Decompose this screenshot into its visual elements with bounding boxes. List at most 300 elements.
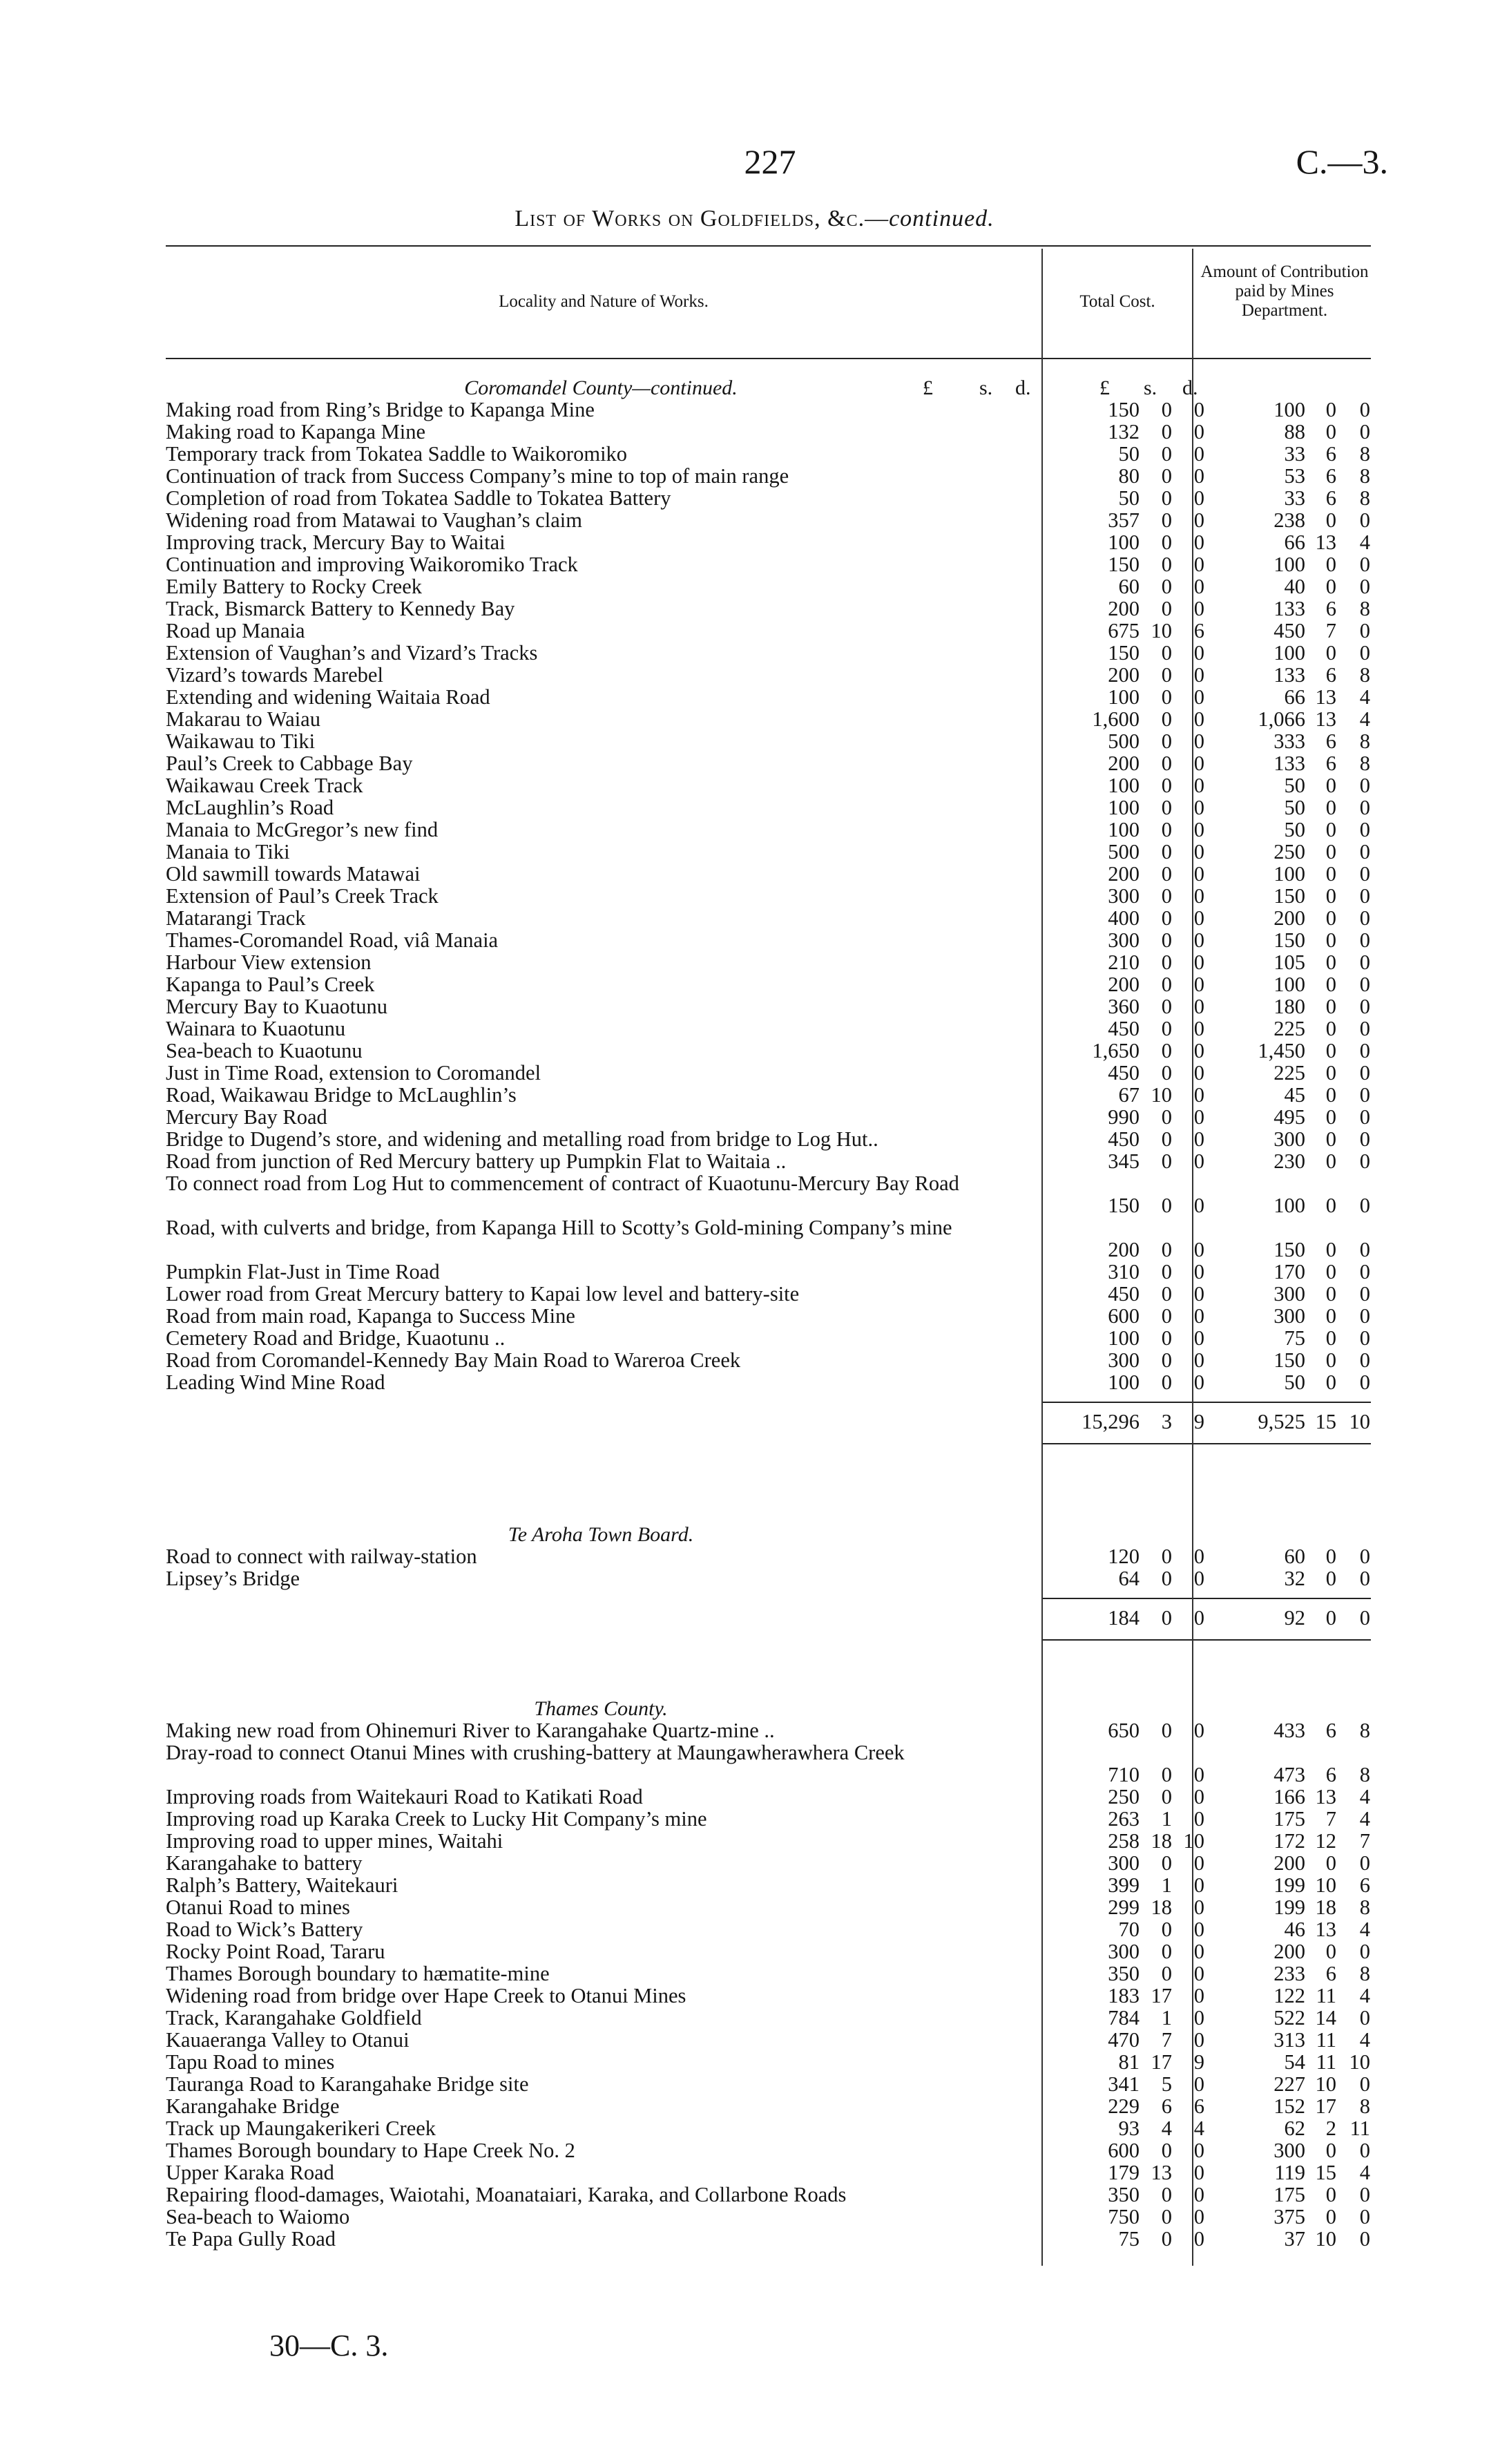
amount-td: 0 (1193, 995, 1204, 1018)
amount-td: 0 (1193, 1127, 1204, 1151)
amount-as: 15 (1315, 2161, 1336, 2184)
amount-ts: 0 (1161, 1785, 1172, 1808)
amount-ap: 105 (1273, 951, 1305, 974)
amount-tp: 183 (1108, 1984, 1140, 2007)
amount-ap: 133 (1273, 597, 1305, 620)
amount-ts: 0 (1161, 2183, 1172, 2206)
amount-as: 17 (1315, 2094, 1336, 2118)
amount-ap: 133 (1273, 663, 1305, 687)
amount-ad: 8 (1359, 464, 1370, 488)
amount-as: 0 (1325, 928, 1336, 952)
work-description: Karangahake to battery (166, 1851, 363, 1875)
amount-td: 0 (1193, 2161, 1204, 2184)
amount-ts: 0 (1161, 1567, 1172, 1590)
amount-ad: 0 (1359, 884, 1370, 908)
amount-tp: 675 (1108, 619, 1140, 642)
table-row (166, 796, 1371, 819)
work-description: Improving roads from Waitekauri Road to Katikati Road (166, 1785, 643, 1808)
amount-tp: 710 (1108, 1763, 1140, 1786)
amount-ap: 88 (1284, 420, 1305, 443)
column-header-locality: Locality and Nature of Works. (499, 292, 709, 311)
amount-tp: 100 (1108, 796, 1140, 819)
amount-ts: 0 (1161, 995, 1172, 1018)
amount-ad: 8 (1359, 597, 1370, 620)
amount-as: 0 (1325, 951, 1336, 974)
work-description: Road from Coromandel-Kennedy Bay Main Road to Wareroa Creek (166, 1348, 741, 1372)
amount-tp: 784 (1108, 2006, 1140, 2030)
table-row (166, 1808, 1371, 1830)
amount-as: 0 (1325, 1348, 1336, 1372)
amount-ap: 175 (1273, 2183, 1305, 2206)
unit-pound: £ (923, 376, 933, 399)
amount-as: 0 (1325, 575, 1336, 598)
subtotal-rule-total (1043, 1598, 1192, 1599)
work-description: Making road from Ring’s Bridge to Kapanga Mine (166, 398, 595, 421)
amount-as: 0 (1325, 1282, 1336, 1306)
table-row (166, 2206, 1371, 2228)
amount-tp: 100 (1108, 774, 1140, 797)
amount-ap: 50 (1284, 796, 1305, 819)
amount-ad: 0 (1359, 575, 1370, 598)
amount-ad: 0 (1359, 2072, 1370, 2096)
amount-as: 0 (1325, 2183, 1336, 2206)
amount-ap: 66 (1284, 531, 1305, 554)
amount-tp: 990 (1108, 1105, 1140, 1129)
amount-ts: 0 (1161, 1260, 1172, 1283)
amount-td: 0 (1193, 486, 1204, 510)
amount-ap: 152 (1273, 2094, 1305, 2118)
amount-tp: 600 (1108, 2139, 1140, 2162)
table-row (166, 664, 1371, 686)
amount-td: 0 (1193, 1149, 1204, 1173)
amount-td: 0 (1193, 928, 1204, 952)
amount-td: 0 (1193, 884, 1204, 908)
amount-ad: 8 (1359, 2094, 1370, 2118)
amount-td: 0 (1193, 553, 1204, 576)
amount-td: 0 (1193, 752, 1204, 775)
amount-tp: 450 (1108, 1061, 1140, 1085)
table-row (166, 1874, 1371, 1896)
amount-as: 6 (1325, 464, 1336, 488)
amount-td: 0 (1193, 2183, 1204, 2206)
amount-ad: 0 (1359, 2227, 1370, 2251)
amount-ap: 50 (1284, 1371, 1305, 1394)
amount-ap: 100 (1273, 641, 1305, 665)
amount-tp: 500 (1108, 729, 1140, 753)
work-description: Leading Wind Mine Road (166, 1371, 385, 1394)
table-row (166, 1128, 1371, 1150)
amount-as: 6 (1325, 442, 1336, 466)
amount-ts: 0 (1161, 1238, 1172, 1261)
amount-ap: 133 (1273, 752, 1305, 775)
table-row (166, 443, 1371, 465)
amount-ts: 0 (1161, 1282, 1172, 1306)
amount-ap: 227 (1273, 2072, 1305, 2096)
table-top-rule (166, 245, 1371, 247)
table-row (166, 1040, 1371, 1062)
amount-ad: 0 (1359, 1851, 1370, 1875)
amount-as: 0 (1325, 1083, 1336, 1107)
table-row (166, 774, 1371, 796)
amount-tp: 399 (1108, 1873, 1140, 1897)
amount-td: 0 (1193, 1545, 1204, 1568)
amount-td: 0 (1193, 531, 1204, 554)
table-row (166, 1852, 1371, 1874)
amount-ad: 0 (1359, 2139, 1370, 2162)
amount-tp: 100 (1108, 818, 1140, 841)
amount-ap: 122 (1273, 1984, 1305, 2007)
amount-ts: 18 (1151, 1829, 1172, 1853)
amount-as: 6 (1325, 597, 1336, 620)
amount-as: 0 (1325, 1567, 1336, 1590)
amount-ad: 0 (1359, 1238, 1370, 1261)
amount-td: 0 (1193, 1304, 1204, 1328)
amount-tp: 100 (1108, 531, 1140, 554)
work-description: Extension of Paul’s Creek Track (166, 884, 439, 908)
subtotal-rule-total (1043, 1402, 1192, 1403)
amount-as: 0 (1325, 1238, 1336, 1261)
amount-ts: 0 (1161, 531, 1172, 554)
amount-tp: 300 (1108, 1851, 1140, 1875)
amount-td: 0 (1193, 464, 1204, 488)
amount-tp: 229 (1108, 2094, 1140, 2118)
amount-as: 0 (1325, 508, 1336, 532)
amount-ts: 13 (1151, 2161, 1172, 2184)
work-description: Upper Karaka Road (166, 2161, 334, 2184)
table-row (166, 1567, 1371, 1589)
amount-ad: 6 (1359, 1873, 1370, 1897)
table-row (166, 1106, 1371, 1128)
work-description: Mercury Bay Road (166, 1105, 327, 1129)
amount-as: 0 (1325, 1105, 1336, 1129)
amount-td: 0 (1193, 2006, 1204, 2030)
amount-td: 0 (1193, 2028, 1204, 2052)
section-title: Thames County. (534, 1697, 668, 1720)
work-description: Track up Maungakerikeri Creek (166, 2117, 436, 2140)
work-description: Karangahake Bridge (166, 2094, 340, 2118)
amount-ap: 333 (1273, 729, 1305, 753)
amount-td: 0 (1193, 1282, 1204, 1306)
table-row (166, 575, 1371, 598)
amount-tp: 360 (1108, 995, 1140, 1018)
amount-tp: 100 (1108, 1371, 1140, 1394)
amount-as: 14 (1315, 2006, 1336, 2030)
amount-td: 0 (1193, 1873, 1204, 1897)
amount-as: 0 (1325, 1017, 1336, 1040)
amount-ap: 199 (1273, 1895, 1305, 1919)
amount-ts: 0 (1161, 1763, 1172, 1786)
footer-signature: 30—C. 3. (269, 2329, 389, 2362)
table-row (166, 1940, 1371, 1962)
amount-ts: 0 (1161, 928, 1172, 952)
amount-ap: 1,066 (1258, 707, 1305, 731)
table-row (166, 730, 1371, 752)
amount-ts: 0 (1161, 1127, 1172, 1151)
table-row (166, 421, 1371, 443)
amount-tp: 650 (1108, 1719, 1140, 1742)
amount-ts: 0 (1161, 1061, 1172, 1085)
work-description: Rocky Point Road, Tararu (166, 1940, 385, 1963)
amount-ad: 0 (1359, 1127, 1370, 1151)
amount-tp: 100 (1108, 1326, 1140, 1350)
amount-ap: 37 (1284, 2227, 1305, 2251)
table-row (166, 929, 1371, 951)
amount-td: 0 (1193, 398, 1204, 421)
amount-ap: 150 (1273, 884, 1305, 908)
work-description: Road to connect with railway-station (166, 1545, 477, 1568)
amount-as: 0 (1325, 774, 1336, 797)
table-row (166, 1305, 1371, 1327)
amount-ap: 450 (1273, 619, 1305, 642)
work-description: Cemetery Road and Bridge, Kuaotunu .. (166, 1326, 506, 1350)
amount-ad: 0 (1359, 796, 1370, 819)
work-description: Continuation and improving Waikoromiko Track (166, 553, 578, 576)
amount-as: 6 (1325, 486, 1336, 510)
amount-td: 0 (1193, 1326, 1204, 1350)
amount-ts: 0 (1161, 442, 1172, 466)
amount-ap: 53 (1284, 464, 1305, 488)
amount-ap: 150 (1273, 1238, 1305, 1261)
amount-ap: 233 (1273, 1962, 1305, 1985)
amount-ad: 0 (1359, 1940, 1370, 1963)
amount-td: 0 (1193, 840, 1204, 863)
amount-as: 6 (1325, 1719, 1336, 1742)
amount-ap: 313 (1273, 2028, 1305, 2052)
title-continued: continued. (889, 206, 994, 231)
amount-ts: 0 (1161, 1940, 1172, 1963)
amount-tp: 150 (1108, 641, 1140, 665)
amount-ad: 0 (1359, 1545, 1370, 1568)
amount-as: 0 (1325, 2205, 1336, 2228)
work-description: Improving road to upper mines, Waitahi (166, 1829, 503, 1853)
table-row (166, 995, 1371, 1018)
amount-as: 0 (1325, 818, 1336, 841)
table-row (166, 2184, 1371, 2206)
amount-ts: 0 (1161, 1149, 1172, 1173)
amount-td: 0 (1193, 2205, 1204, 2228)
amount-ts: 10 (1151, 1083, 1172, 1107)
work-description: Road to Wick’s Battery (166, 1918, 363, 1941)
amount-td: 10 (1183, 1829, 1204, 1853)
amount-ad: 0 (1359, 1371, 1370, 1394)
table-row (166, 1985, 1371, 2007)
work-description: Harbour View extension (166, 951, 372, 974)
amount-ap: 54 (1284, 2050, 1305, 2074)
table-row (166, 1786, 1371, 1808)
amount-td: 0 (1193, 796, 1204, 819)
amount-tp: 200 (1108, 663, 1140, 687)
table-row (166, 1896, 1371, 1918)
amount-tp: 600 (1108, 1304, 1140, 1328)
amount-ad: 8 (1359, 486, 1370, 510)
total-ts: 3 (1161, 1410, 1172, 1433)
amount-tp: 450 (1108, 1282, 1140, 1306)
work-description: Kauaeranga Valley to Otanui (166, 2028, 410, 2052)
work-description: To connect road from Log Hut to commencement of contract of Kuaotunu-Mercury Bay Road (166, 1172, 959, 1195)
amount-ad: 8 (1359, 752, 1370, 775)
amount-ap: 300 (1273, 1127, 1305, 1151)
work-description: Manaia to Tiki (166, 840, 290, 863)
document-code: C.—3. (1296, 142, 1388, 181)
work-description: Makarau to Waiau (166, 707, 320, 731)
amount-as: 0 (1325, 1304, 1336, 1328)
amount-ts: 4 (1161, 2117, 1172, 2140)
work-description: Waikawau to Tiki (166, 729, 316, 753)
amount-ts: 0 (1161, 1545, 1172, 1568)
total-tp: 15,296 (1082, 1410, 1140, 1433)
amount-td: 0 (1193, 1940, 1204, 1963)
table-row (166, 1172, 1371, 1216)
amount-tp: 263 (1108, 1807, 1140, 1831)
amount-ap: 250 (1273, 840, 1305, 863)
work-description: Track, Bismarck Battery to Kennedy Bay (166, 597, 515, 620)
amount-ad: 0 (1359, 1017, 1370, 1040)
amount-ap: 238 (1273, 508, 1305, 532)
work-description: Wainara to Kuaotunu (166, 1017, 346, 1040)
amount-ts: 17 (1151, 2050, 1172, 2074)
amount-td: 0 (1193, 1895, 1204, 1919)
amount-ad: 8 (1359, 442, 1370, 466)
amount-td: 0 (1193, 442, 1204, 466)
table-row (166, 1719, 1371, 1741)
amount-ap: 100 (1273, 553, 1305, 576)
amount-ap: 60 (1284, 1545, 1305, 1568)
table-row (166, 1830, 1371, 1852)
amount-ap: 375 (1273, 2205, 1305, 2228)
amount-tp: 150 (1108, 553, 1140, 576)
amount-ad: 4 (1359, 707, 1370, 731)
amount-ap: 62 (1284, 2117, 1305, 2140)
amount-tp: 350 (1108, 1962, 1140, 1985)
amount-td: 0 (1193, 1984, 1204, 2007)
amount-as: 0 (1325, 862, 1336, 886)
work-description: Dray-road to connect Otanui Mines with crushing-battery at Maungawherawhera Creek (166, 1741, 905, 1764)
amount-ts: 18 (1151, 1895, 1172, 1919)
work-description: Manaia to McGregor’s new find (166, 818, 439, 841)
amount-td: 0 (1193, 1851, 1204, 1875)
amount-as: 0 (1325, 1260, 1336, 1283)
amount-as: 0 (1325, 1851, 1336, 1875)
amount-ap: 225 (1273, 1061, 1305, 1085)
amount-ts: 0 (1161, 1851, 1172, 1875)
amount-ts: 0 (1161, 1304, 1172, 1328)
amount-td: 0 (1193, 1194, 1204, 1217)
amount-as: 0 (1325, 553, 1336, 576)
amount-tp: 200 (1108, 862, 1140, 886)
amount-ad: 0 (1359, 1567, 1370, 1590)
table-row (166, 951, 1371, 973)
amount-ts: 0 (1161, 2227, 1172, 2251)
table-row (166, 553, 1371, 575)
amount-tp: 150 (1108, 1194, 1140, 1217)
amount-ad: 0 (1359, 1061, 1370, 1085)
amount-ap: 300 (1273, 1304, 1305, 1328)
table-row (166, 841, 1371, 863)
amount-ad: 11 (1349, 2117, 1370, 2140)
amount-ad: 4 (1359, 2028, 1370, 2052)
work-description: Making road to Kapanga Mine (166, 420, 426, 443)
amount-td: 0 (1193, 1039, 1204, 1062)
table-row (166, 819, 1371, 841)
work-description: Mercury Bay to Kuaotunu (166, 995, 388, 1018)
table-row (166, 1371, 1371, 1393)
work-description: Repairing flood-damages, Waiotahi, Moanataiari, Karaka, and Collarbone Roads (166, 2183, 847, 2206)
amount-tp: 179 (1108, 2161, 1140, 2184)
amount-ts: 6 (1161, 2094, 1172, 2118)
amount-tp: 300 (1108, 928, 1140, 952)
amount-as: 11 (1316, 2028, 1336, 2052)
amount-tp: 60 (1118, 575, 1140, 598)
amount-tp: 200 (1108, 973, 1140, 996)
unit-s: s. (1144, 376, 1157, 399)
amount-ts: 0 (1161, 685, 1172, 709)
amount-as: 0 (1325, 641, 1336, 665)
amount-ap: 473 (1273, 1763, 1305, 1786)
amount-tp: 341 (1108, 2072, 1140, 2096)
amount-ad: 0 (1359, 641, 1370, 665)
total-bottom-rule (1043, 1639, 1192, 1641)
amount-td: 0 (1193, 729, 1204, 753)
amount-ad: 0 (1359, 508, 1370, 532)
total-td: 9 (1193, 1410, 1204, 1433)
work-description: Otanui Road to mines (166, 1895, 350, 1919)
amount-ad: 10 (1349, 2050, 1370, 2074)
amount-ad: 0 (1359, 2183, 1370, 2206)
amount-tp: 250 (1108, 1785, 1140, 1808)
amount-ad: 0 (1359, 1304, 1370, 1328)
amount-td: 0 (1193, 1105, 1204, 1129)
table-row (166, 1062, 1371, 1084)
table-row (166, 2029, 1371, 2051)
work-description: Just in Time Road, extension to Coromandel (166, 1061, 541, 1085)
amount-as: 0 (1325, 906, 1336, 930)
table-row (166, 642, 1371, 664)
amount-ad: 0 (1359, 1194, 1370, 1217)
amount-ts: 0 (1161, 729, 1172, 753)
amount-td: 0 (1193, 1567, 1204, 1590)
amount-ad: 8 (1359, 1719, 1370, 1742)
amount-ad: 4 (1359, 1918, 1370, 1941)
amount-ts: 10 (1151, 619, 1172, 642)
amount-as: 12 (1315, 1829, 1336, 1853)
amount-ts: 0 (1161, 1105, 1172, 1129)
amount-td: 0 (1193, 707, 1204, 731)
table-row (166, 1918, 1371, 1940)
amount-ad: 4 (1359, 531, 1370, 554)
amount-ap: 200 (1273, 906, 1305, 930)
table-row (166, 2139, 1371, 2161)
amount-td: 6 (1193, 2094, 1204, 2118)
work-description: Matarangi Track (166, 906, 306, 930)
amount-ap: 32 (1284, 1567, 1305, 1590)
table-row (166, 2228, 1371, 2250)
work-description: Improving road up Karaka Creek to Lucky Hit Company’s mine (166, 1807, 707, 1831)
unit-pound: £ (1099, 376, 1110, 399)
unit-s: s. (979, 376, 993, 399)
work-description: Road up Manaia (166, 619, 305, 642)
amount-tp: 67 (1118, 1083, 1140, 1107)
amount-tp: 81 (1118, 2050, 1140, 2074)
amount-td: 0 (1193, 1083, 1204, 1107)
amount-ts: 1 (1161, 1873, 1172, 1897)
amount-td: 0 (1193, 1061, 1204, 1085)
amount-td: 0 (1193, 575, 1204, 598)
amount-ad: 8 (1359, 1962, 1370, 1985)
total-as: 0 (1325, 1606, 1336, 1630)
work-description: Pumpkin Flat-Just in Time Road (166, 1260, 440, 1283)
amount-tp: 258 (1108, 1829, 1140, 1853)
amount-as: 0 (1325, 796, 1336, 819)
